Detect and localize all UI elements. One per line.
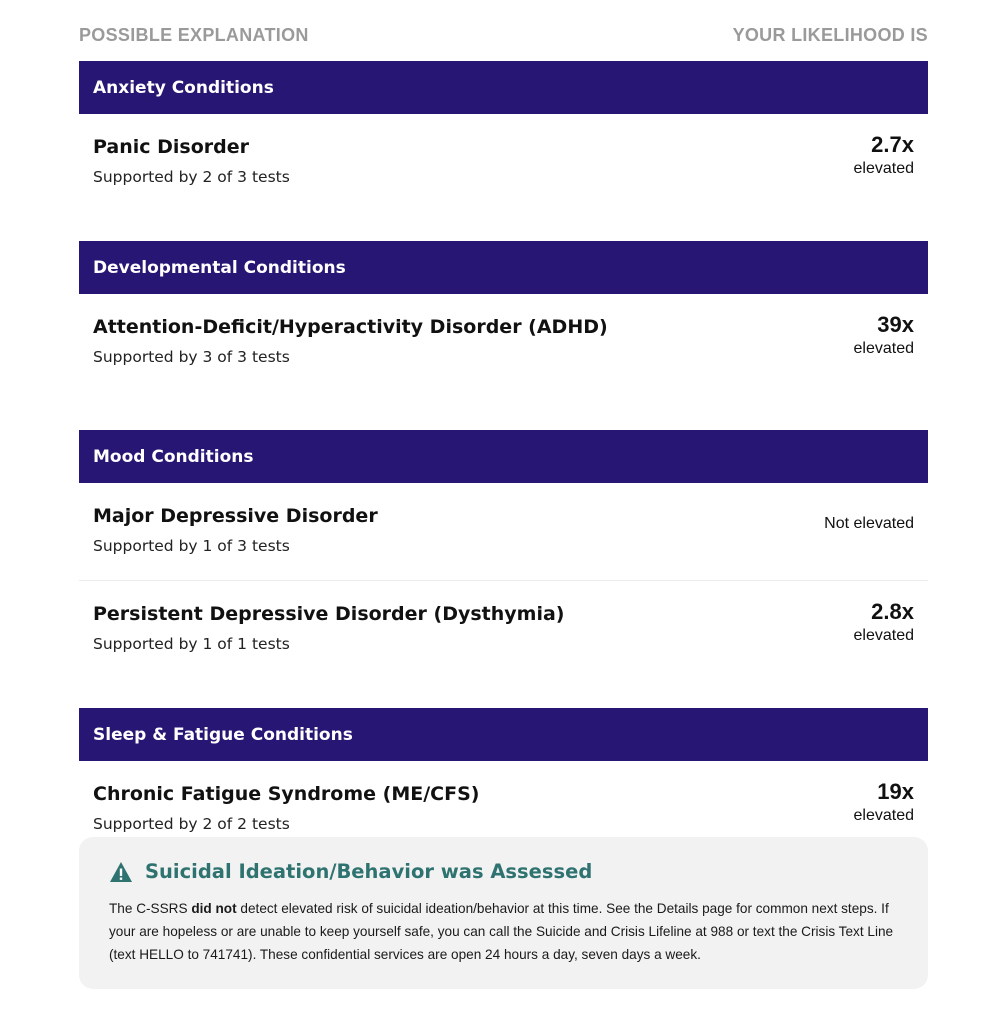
likelihood-status: elevated <box>853 340 914 357</box>
condition-support: Supported by 3 of 3 tests <box>93 348 290 366</box>
spacer <box>79 678 928 708</box>
category-title: Developmental Conditions <box>93 257 346 278</box>
condition-row-panic-disorder[interactable] <box>79 114 928 211</box>
category-title: Mood Conditions <box>93 446 254 467</box>
condition-support: Supported by 2 of 3 tests <box>93 168 290 186</box>
condition-name: Persistent Depressive Disorder (Dysthymia) <box>93 603 565 625</box>
condition-name: Panic Disorder <box>93 136 250 158</box>
alert-body-suffix: detect elevated risk of suicidal ideation/behavior at this time. See the Details page for common next steps. If your are hopeless or are unable to keep yourself safe, you can call the Suicide and Crisis Lifeline at 988 or text the Crisis Text Line (text HELLO to 741741). These confidential services are open 24 hours a day, seven days a week. <box>109 901 894 962</box>
likelihood <box>854 312 915 360</box>
category-header-developmental <box>79 241 928 294</box>
condition-row-major-depressive-disorder[interactable] <box>79 483 928 580</box>
category-header-sleep-fatigue <box>79 708 928 761</box>
likelihood-multiplier: 2.7x <box>871 132 914 157</box>
spacer <box>79 392 928 430</box>
spacer <box>79 211 928 241</box>
column-header-row <box>79 0 928 61</box>
condition-row-adhd[interactable] <box>79 294 928 392</box>
condition-support: Supported by 1 of 1 tests <box>93 635 290 653</box>
likelihood-status: Not elevated <box>824 515 914 532</box>
likelihood-multiplier: 2.8x <box>871 599 914 624</box>
alert-body-emphasis: did not <box>191 901 237 916</box>
condition-name: Attention-Deficit/Hyperactivity Disorder (ADHD) <box>93 316 608 338</box>
alert-title: Suicidal Ideation/Behavior was Assessed <box>145 860 593 883</box>
condition-name: Chronic Fatigue Syndrome (ME/CFS) <box>93 783 480 805</box>
likelihood-status: elevated <box>853 627 914 644</box>
alert-body-prefix: The C-SSRS <box>109 901 192 916</box>
condition-row-dysthymia[interactable] <box>79 580 928 678</box>
likelihood-multiplier: 19x <box>877 779 914 804</box>
column-header-explanation: POSSIBLE EXPLANATION <box>79 25 309 45</box>
likelihood <box>854 132 915 180</box>
likelihood <box>854 779 915 827</box>
condition-support: Supported by 1 of 3 tests <box>93 537 290 555</box>
column-header-likelihood: YOUR LIKELIHOOD IS <box>732 25 928 45</box>
category-header-mood <box>79 430 928 483</box>
warning-triangle-icon <box>109 861 133 883</box>
condition-support: Supported by 2 of 2 tests <box>93 815 290 833</box>
condition-name: Major Depressive Disorder <box>93 505 378 527</box>
category-title: Sleep & Fatigue Conditions <box>93 724 353 745</box>
category-title: Anxiety Conditions <box>93 77 274 98</box>
results-table <box>79 0 928 858</box>
alert-body <box>109 897 909 966</box>
category-header-anxiety <box>79 61 928 114</box>
likelihood-multiplier: 39x <box>877 312 914 337</box>
likelihood <box>824 513 914 535</box>
likelihood-status: elevated <box>853 807 914 824</box>
suicide-assessment-alert <box>79 837 928 989</box>
alert-header <box>109 860 592 883</box>
likelihood <box>854 599 915 647</box>
likelihood-status: elevated <box>853 160 914 177</box>
